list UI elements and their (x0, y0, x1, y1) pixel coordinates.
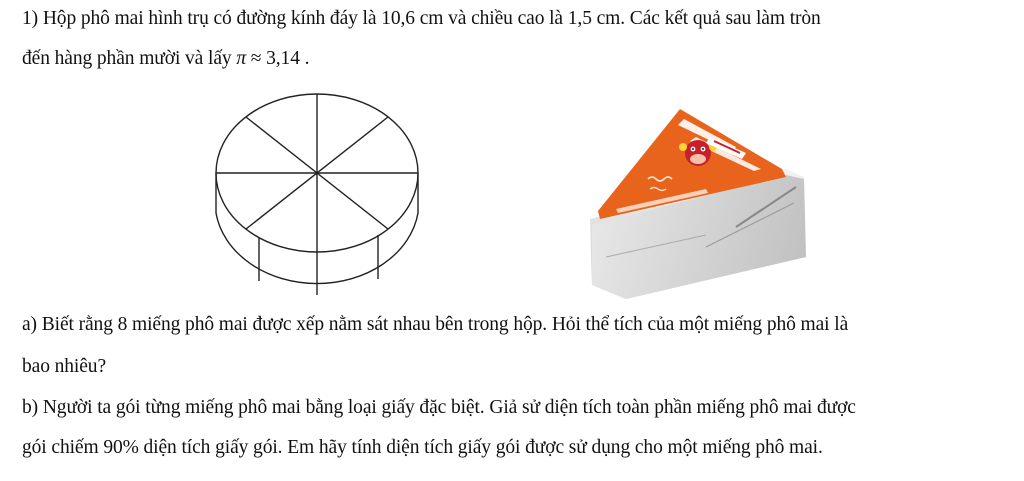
part-a-line-1: a) Biết rằng 8 miếng phô mai được xếp nằm sát nhau bên trong hộp. Hỏi thể tích của một miếng phô mai là (22, 314, 849, 335)
cheese-wedge-photo (586, 107, 811, 302)
part-a-line-2: bao nhiêu? (22, 356, 107, 377)
part-b-line-2: gói chiếm 90% diện tích giấy gói. Em hãy tính diện tích giấy gói được sử dụng cho một miếng phô mai. (22, 437, 823, 458)
pi-symbol: π (236, 48, 246, 69)
problem-statement-line-2 (22, 48, 309, 70)
part-b-line-1: b) Người ta gói từng miếng phô mai bằng loại giấy đặc biệt. Giả sử diện tích toàn phần miếng phô mai được (22, 397, 856, 418)
problem-statement-line-1: 1) Hộp phô mai hình trụ có đường kính đáy là 10,6 cm và chiều cao là 1,5 cm. Các kết quả sau làm tròn (22, 8, 821, 29)
rounding-text: đến hàng phần mười và lấy (22, 48, 237, 69)
pi-approximation: ≈ 3,14 . (245, 48, 310, 69)
cheese-box-cylinder-diagram (212, 93, 422, 298)
